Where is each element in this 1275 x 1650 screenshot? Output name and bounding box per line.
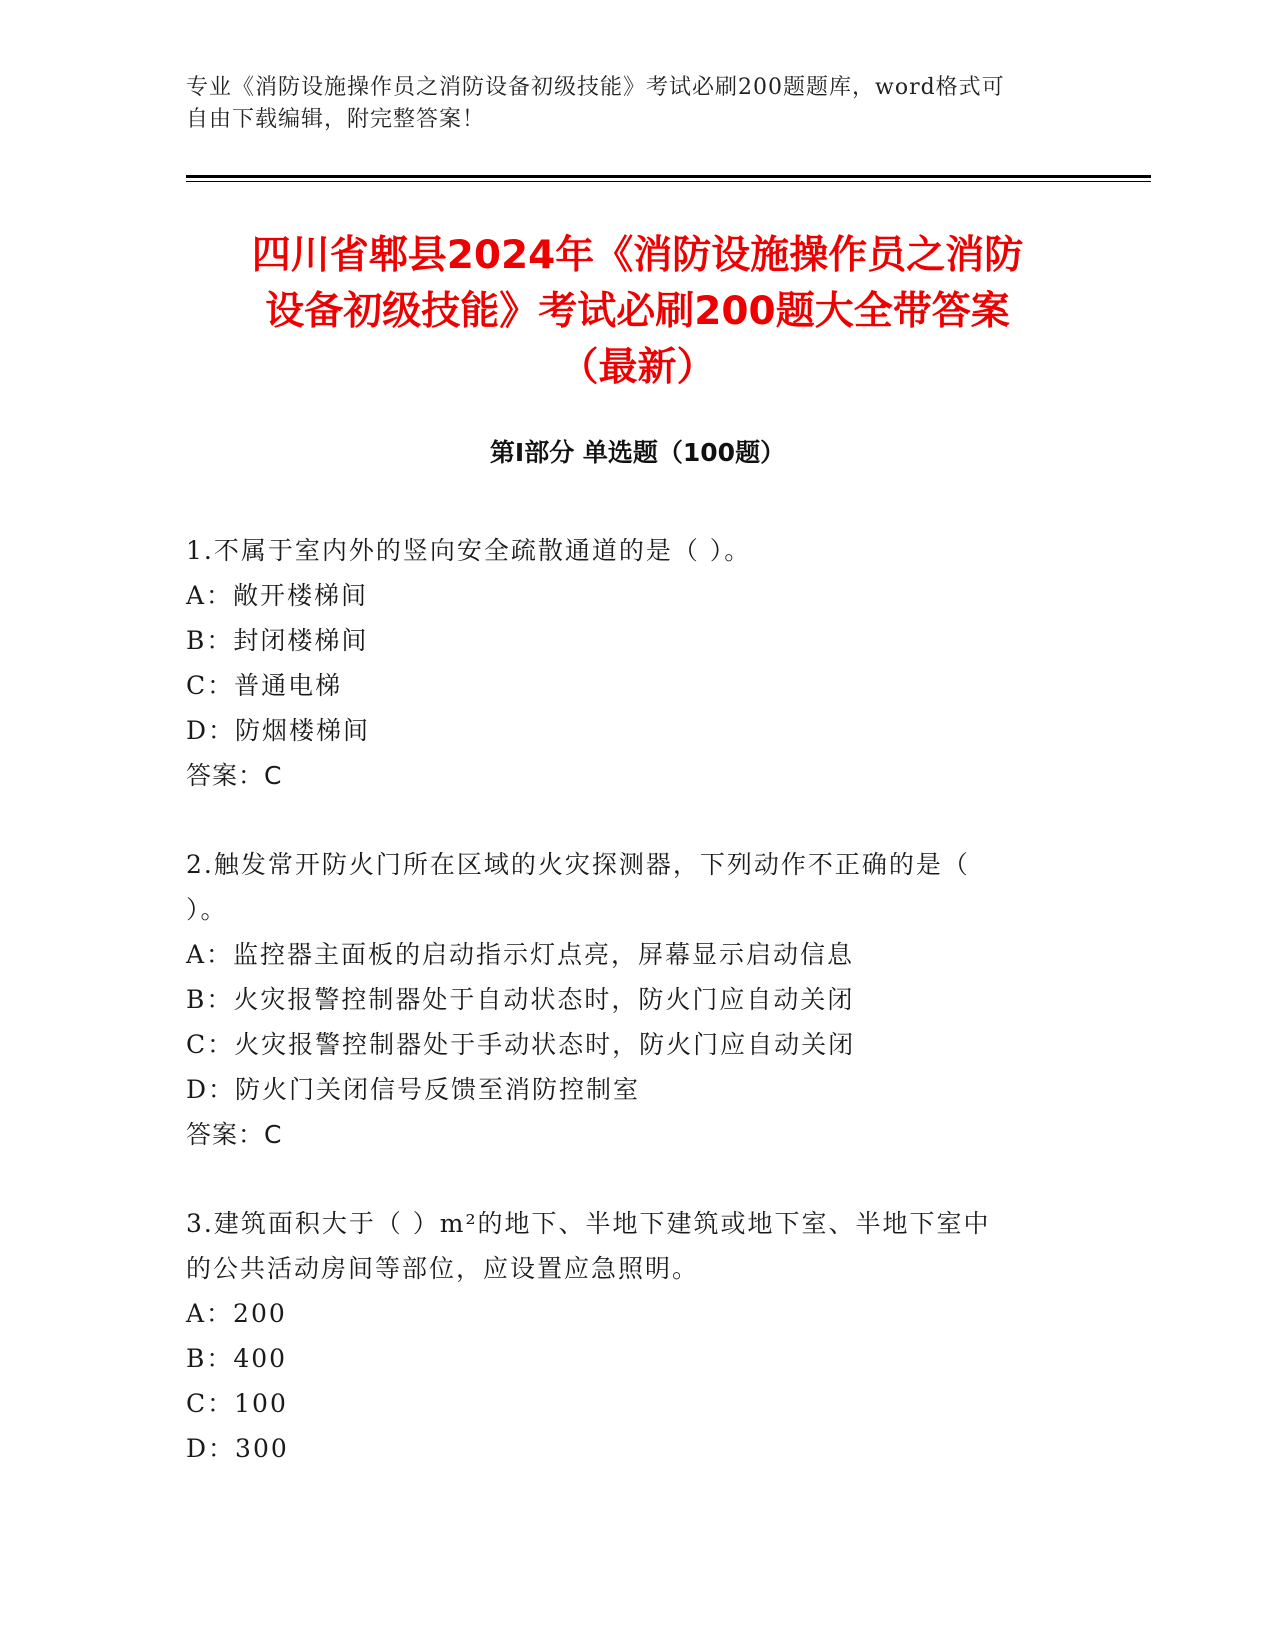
option-b: B：火灾报警控制器处于自动状态时，防火门应自动关闭 <box>186 985 855 1014</box>
option-d: D：防火门关闭信号反馈至消防控制室 <box>186 1075 641 1104</box>
title-line: 四川省郫县2024年《消防设施操作员之消防 <box>251 233 1024 278</box>
title-line: （最新） <box>559 345 716 390</box>
question-stem: 3.建筑面积大于（ ）m²的地下、半地下建筑或地下室、半地下室中 <box>186 1209 991 1238</box>
option-a: A：监控器主面板的启动指示灯点亮，屏幕显示启动信息 <box>186 940 855 969</box>
header-note <box>186 72 1066 136</box>
option-c: C：普通电梯 <box>186 671 343 700</box>
option-c: C：100 <box>186 1389 288 1418</box>
option-a: A：敞开楼梯间 <box>186 581 369 610</box>
title-line: 设备初级技能》考试必刷200题大全带答案 <box>265 289 1010 334</box>
question-3 <box>186 1201 1066 1471</box>
option-b: B：400 <box>186 1344 288 1373</box>
answer: 答案：C <box>186 1120 283 1149</box>
option-a: A：200 <box>186 1299 287 1328</box>
question-stem: 1.不属于室内外的竖向安全疏散通道的是（ ）。 <box>186 536 752 565</box>
header-note-line: 自由下载编辑，附完整答案！ <box>186 107 486 132</box>
option-d: D：300 <box>186 1434 289 1463</box>
header-divider-thick <box>186 175 1151 178</box>
header-note-line: 专业《消防设施操作员之消防设备初级技能》考试必刷200题题库，word格式可 <box>186 75 1005 100</box>
option-c: C：火灾报警控制器处于手动状态时，防火门应自动关闭 <box>186 1030 856 1059</box>
answer: 答案：C <box>186 761 283 790</box>
question-stem: 2.触发常开防火门所在区域的火灾探测器，下列动作不正确的是（ <box>186 850 970 879</box>
option-b: B：封闭楼梯间 <box>186 626 369 655</box>
header-divider-thin <box>186 181 1151 182</box>
question-stem-continued: ）。 <box>186 895 228 924</box>
question-list <box>186 528 1066 1471</box>
question-2 <box>186 842 1066 1157</box>
question-1 <box>186 528 1066 798</box>
option-d: D：防烟楼梯间 <box>186 716 371 745</box>
section-title: 第Ⅰ部分 单选题（100题） <box>489 438 786 467</box>
document-title <box>140 228 1135 396</box>
question-stem-continued: 的公共活动房间等部位，应设置应急照明。 <box>186 1254 700 1283</box>
